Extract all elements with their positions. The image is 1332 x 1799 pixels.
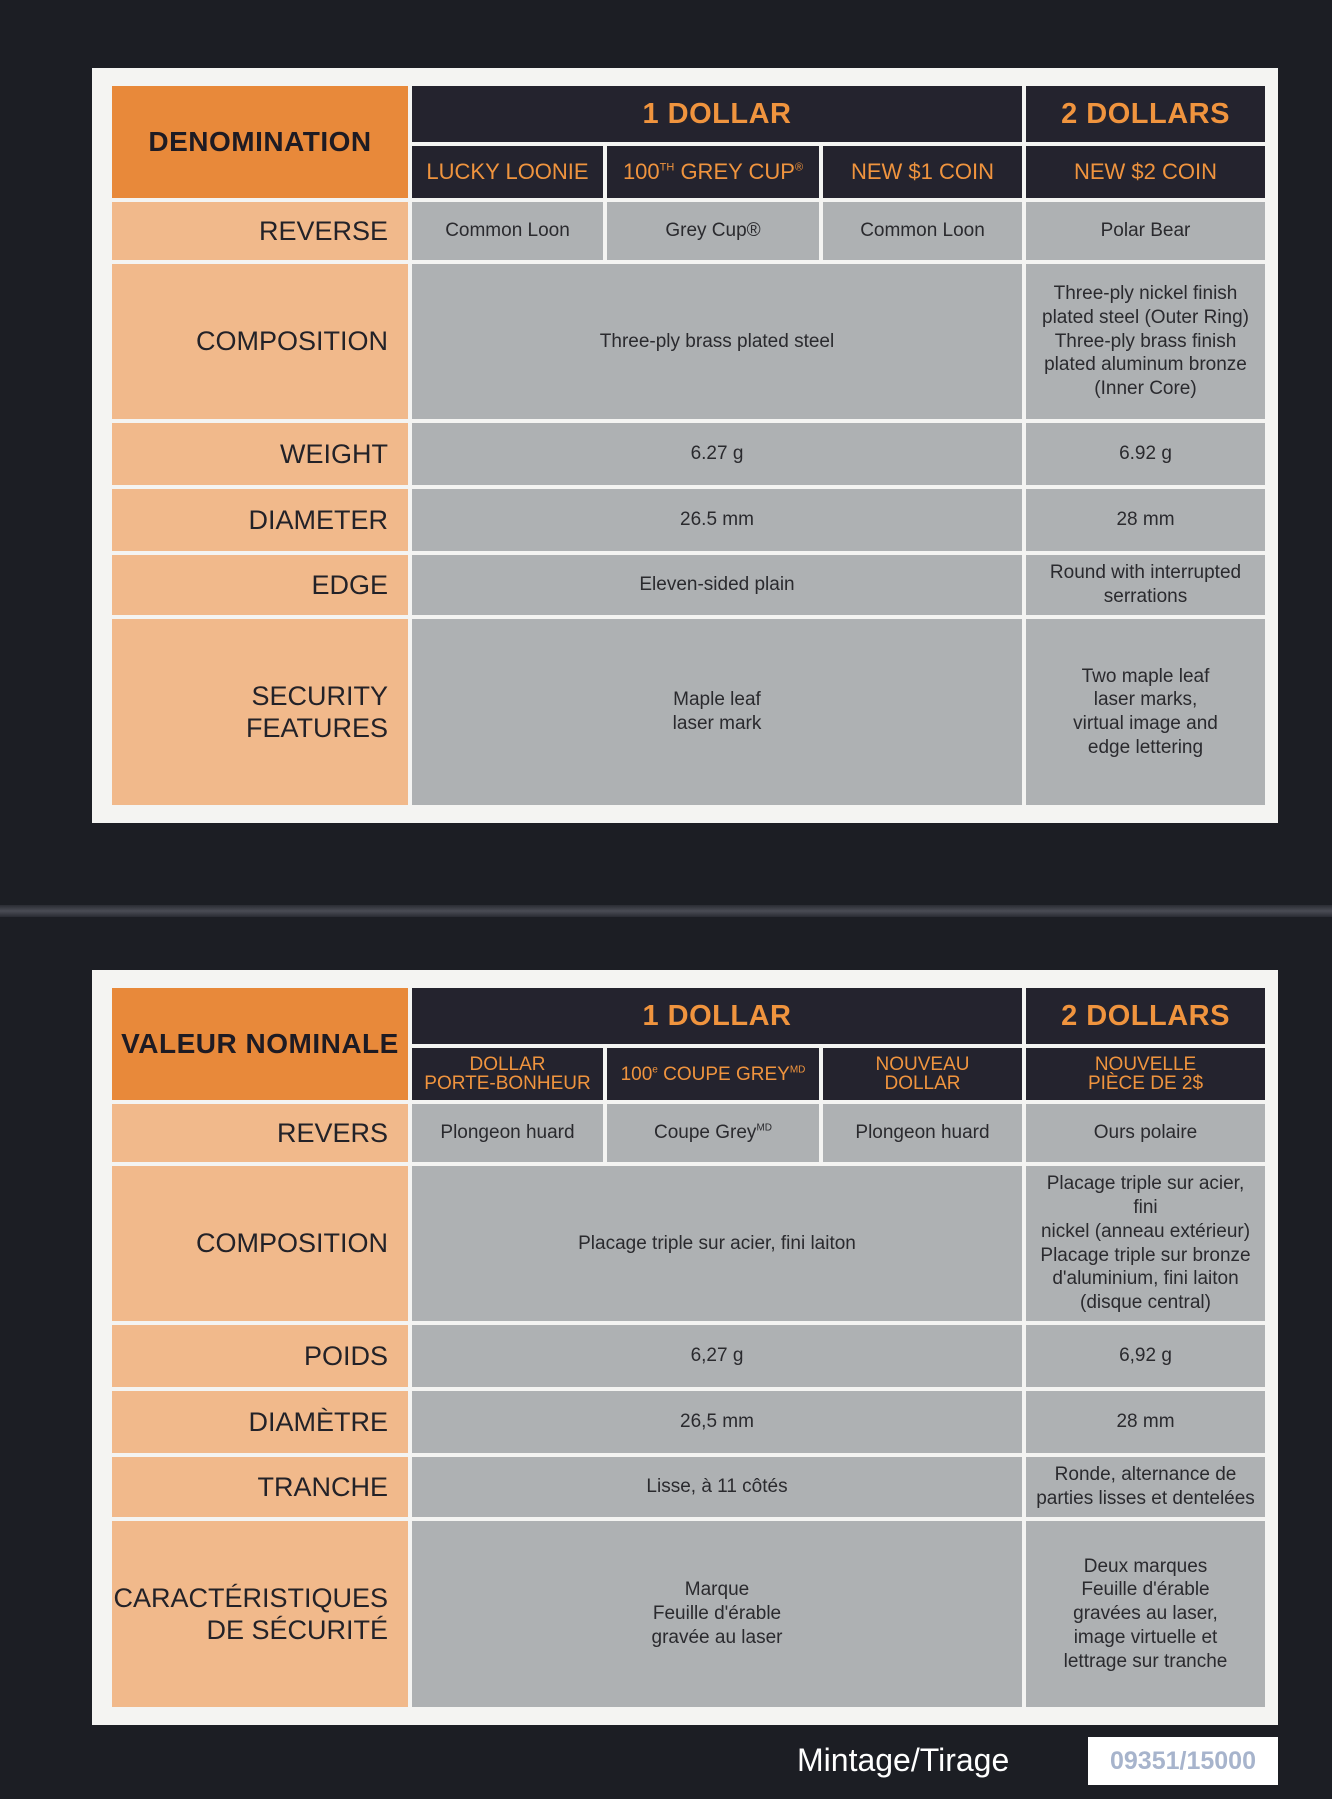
reverse-label: REVERSE	[112, 202, 408, 260]
security-features-label: SECURITY FEATURES	[112, 619, 408, 805]
group-1-dollar-heading: 1 DOLLAR	[412, 86, 1022, 142]
diameter-value-2-dollars: 28 mm	[1026, 489, 1265, 551]
group-2-dollars-heading-fr: 2 DOLLARS	[1026, 988, 1265, 1044]
group-1-dollar-heading-fr: 1 DOLLAR	[412, 988, 1022, 1044]
tranche-label: TRANCHE	[112, 1457, 408, 1517]
revers-value-2: Coupe Grey$^{MD}$	[607, 1104, 819, 1162]
column-coupe-grey: 100e COUPE $GREY^{MD}$	[607, 1048, 819, 1100]
revers-value-4: Ours polaire	[1026, 1104, 1265, 1162]
edge-value-2-dollars: Round with interrupted serrations	[1026, 555, 1265, 615]
diametre-value-1-dollar: 26,5 mm	[412, 1391, 1022, 1453]
poids-value-2-dollars: 6,92 g	[1026, 1325, 1265, 1387]
tranche-value-1-dollar: Lisse, à 11 côtés	[412, 1457, 1022, 1517]
french-spec-table	[108, 984, 1269, 1711]
column-lucky-loonie: LUCKY LOONIE	[412, 146, 603, 198]
english-spec-card	[92, 68, 1278, 823]
french-spec-card	[92, 970, 1278, 1725]
column-new-1-coin: NEW $1 COIN	[823, 146, 1022, 198]
serial-number: 09351/15000	[1088, 1737, 1278, 1785]
composition-label-fr: COMPOSITION	[112, 1166, 408, 1321]
weight-label: WEIGHT	[112, 423, 408, 485]
revers-value-3: Plongeon huard	[823, 1104, 1022, 1162]
diameter-value-1-dollar: 26.5 mm	[412, 489, 1022, 551]
securite-value-1-dollar: Marque Feuille d'érable gravée au laser	[412, 1521, 1022, 1707]
caracteristiques-securite-label: CARACTÉRISTIQUES DE SÉCURITÉ	[112, 1521, 408, 1707]
denomination-heading: DENOMINATION	[112, 86, 408, 198]
weight-value-1-dollar: 6.27 g	[412, 423, 1022, 485]
column-grey-cup: 100TH GREY CUP®	[607, 146, 819, 198]
revers-label: REVERS	[112, 1104, 408, 1162]
poids-value-1-dollar: 6,27 g	[412, 1325, 1022, 1387]
composition-value-2-dollars: Three-ply nickel finish plated steel (Outer Ring) Three-ply brass finish plated aluminum bronze (Inner Core)	[1026, 264, 1265, 419]
fold-line	[0, 905, 1332, 917]
column-nouveau-dollar: NOUVEAU DOLLAR	[823, 1048, 1022, 1100]
edge-label: EDGE	[112, 555, 408, 615]
reverse-value-2: Grey Cup®	[607, 202, 819, 260]
column-new-2-coin: NEW $2 COIN	[1026, 146, 1265, 198]
weight-value-2-dollars: 6.92 g	[1026, 423, 1265, 485]
reverse-value-1: Common Loon	[412, 202, 603, 260]
security-value-1-dollar: Maple leaf laser mark	[412, 619, 1022, 805]
edge-value-1-dollar: Eleven-sided plain	[412, 555, 1022, 615]
tranche-value-2-dollars: Ronde, alternance de parties lisses et dentelées	[1026, 1457, 1265, 1517]
reverse-value-4: Polar Bear	[1026, 202, 1265, 260]
composition-label: COMPOSITION	[112, 264, 408, 419]
composition-value-1-dollar-fr: Placage triple sur acier, fini laiton	[412, 1166, 1022, 1321]
securite-value-2-dollars: Deux marques Feuille d'érable gravées au laser, image virtuelle et lettrage sur tranche	[1026, 1521, 1265, 1707]
column-dollar-porte-bonheur: DOLLAR PORTE-BONHEUR	[412, 1048, 603, 1100]
security-value-2-dollars: Two maple leaf laser marks, virtual image and edge lettering	[1026, 619, 1265, 805]
composition-value-1-dollar: Three-ply brass plated steel	[412, 264, 1022, 419]
column-nouvelle-piece-2: NOUVELLE PIÈCE DE 2$	[1026, 1048, 1265, 1100]
revers-value-1: Plongeon huard	[412, 1104, 603, 1162]
poids-label: POIDS	[112, 1325, 408, 1387]
reverse-value-3: Common Loon	[823, 202, 1022, 260]
diametre-value-2-dollars: 28 mm	[1026, 1391, 1265, 1453]
composition-value-2-dollars-fr: Placage triple sur acier, fini nickel (anneau extérieur) Placage triple sur bronze d'aluminium, fini laiton (disque central)	[1026, 1166, 1265, 1321]
group-2-dollars-heading: 2 DOLLARS	[1026, 86, 1265, 142]
diameter-label: DIAMETER	[112, 489, 408, 551]
english-spec-table	[108, 82, 1269, 809]
mintage-label: Mintage/Tirage	[797, 1742, 1010, 1778]
diametre-label: DIAMÈTRE	[112, 1391, 408, 1453]
valeur-nominale-heading: VALEUR NOMINALE	[112, 988, 408, 1100]
